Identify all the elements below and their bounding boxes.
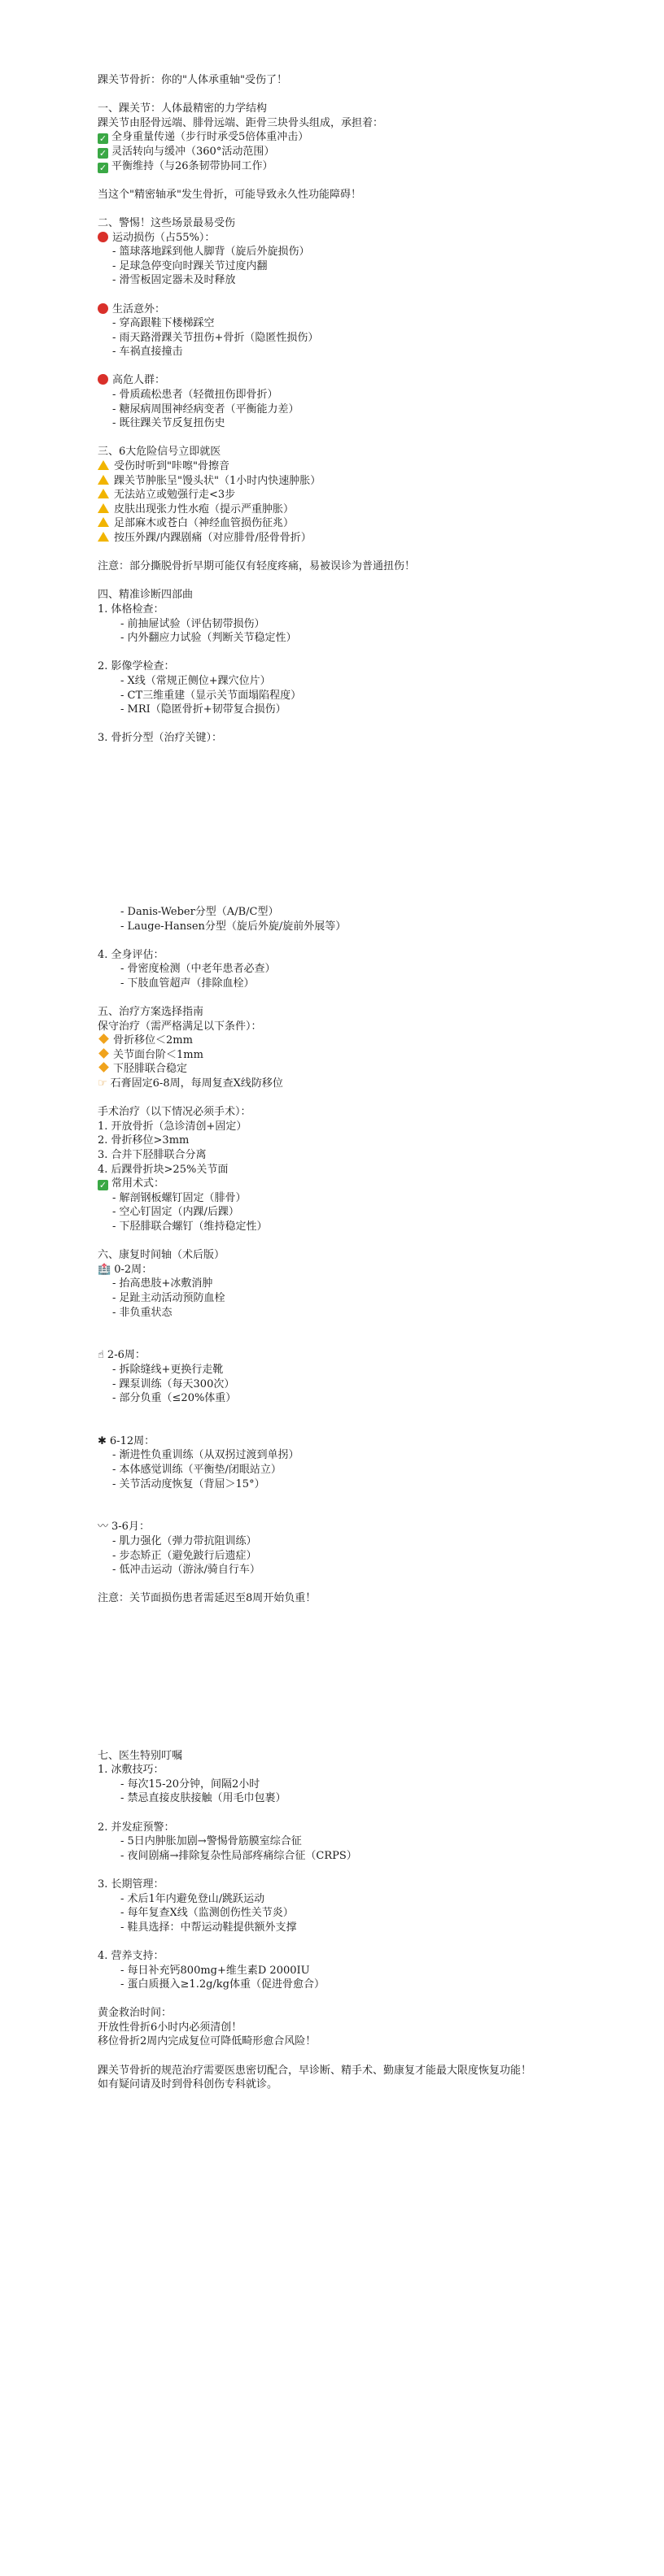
list-item: - 足趾主动活动预防血栓 xyxy=(112,1291,225,1304)
blank-space xyxy=(98,746,586,905)
list-item: - MRI（隐匿骨折+韧带复合损伤） xyxy=(120,703,286,716)
check-icon: ✓ xyxy=(98,133,107,145)
section-5-heading: 五、治疗方案选择指南 xyxy=(98,1006,204,1019)
section-1-heading: 一、踝关节：人体最精密的力学结构 xyxy=(98,102,268,115)
list-item: - 低冲击运动（游泳/骑自行车） xyxy=(112,1564,260,1577)
section-1-note: 当这个"精密轴承"发生骨折，可能导致永久性功能障碍！ xyxy=(98,188,361,201)
section-4-heading: 四、精准诊断四部曲 xyxy=(98,589,194,602)
technique-title: ✓ 常用术式： xyxy=(98,1177,165,1191)
step-title: 4. 全身评估： xyxy=(98,948,164,961)
list-item: - 空心钉固定（内踝/后踝） xyxy=(112,1206,239,1219)
step-title: 3. 骨折分型（治疗关键）： xyxy=(98,732,223,745)
list-item: - 骨密度检测（中老年患者必查） xyxy=(120,963,276,976)
list-item: - 肌力强化（弹力带抗阻训练） xyxy=(112,1535,257,1548)
surgery-title: 手术治疗（以下情况必须手术）： xyxy=(98,1106,251,1119)
list-item: - 骨质疏松患者（轻微扭伤即骨折） xyxy=(112,389,278,402)
hospital-icon: 🏥 xyxy=(98,1263,111,1276)
section-6-note: 注意：关节面损伤患者需延迟至8周开始负重！ xyxy=(98,1592,317,1605)
list-item: - 下胫腓联合螺钉（维持稳定性） xyxy=(112,1220,268,1233)
list-item: ✓ 全身重量传递（步行时承受5倍体重冲击） xyxy=(98,131,309,145)
list-item: 皮肤出现张力性水疱（提示严重肿胀） xyxy=(98,503,586,517)
list-item: - 关节活动度恢复（背屈＞15°） xyxy=(112,1477,265,1490)
section-3-heading: 三、6大危险信号立即就医 xyxy=(98,446,221,459)
section-7-heading: 七、医生特别叮嘱 xyxy=(98,1749,183,1762)
list-item: - 踝泵训练（每天300次） xyxy=(112,1377,235,1390)
list-item: 无法站立或勉强行走<3步 xyxy=(98,488,586,503)
list-item: - 车祸直接撞击 xyxy=(112,346,183,359)
golden-title: 黄金救治时间： xyxy=(98,2007,173,2020)
list-item: - 抬高患肢+冰敷消肿 xyxy=(112,1277,213,1290)
list-item: 按压外踝/内踝剧痛（对应腓骨/胫骨骨折） xyxy=(98,531,586,546)
list-item: - X线（常规正侧位+踝穴位片） xyxy=(120,674,271,687)
conservative-title: 保守治疗（需严格满足以下条件）： xyxy=(98,1020,262,1033)
list-item: - 既往踝关节反复扭伤史 xyxy=(112,417,225,430)
list-item: - 蛋白质摄入≥1.2g/kg体重（促进骨愈合） xyxy=(120,1978,325,1991)
list-item: ✓ 灵活转向与缓冲（360°活动范围） xyxy=(98,145,275,159)
tip-title: 1. 冰敷技巧： xyxy=(98,1764,164,1777)
list-item: - 前抽屉试验（评估韧带损伤） xyxy=(120,617,265,630)
runner-icon: ✱ xyxy=(98,1434,107,1447)
article-title: 踝关节骨折：你的"人体承重轴"受伤了！ xyxy=(98,74,287,86)
list-item: - 5日内肿胀加剧→警惕骨筋膜室综合征 xyxy=(120,1835,302,1848)
tip-title: 2. 并发症预警： xyxy=(98,1821,175,1834)
step-title: 1. 体格检查： xyxy=(98,603,164,616)
list-item: - 鞋具选择：中帮运动鞋提供额外支撑 xyxy=(120,1921,297,1934)
warning-icon xyxy=(98,460,109,470)
tip-title: 4. 营养支持： xyxy=(98,1949,164,1962)
section-1-intro: 踝关节由胫骨远端、腓骨远端、距骨三块骨头组成，承担着： xyxy=(98,116,384,129)
list-item: - 拆除缝线+更换行走靴 xyxy=(112,1363,224,1376)
group-title: 高危人群： xyxy=(98,373,586,388)
list-item: 下胫腓联合稳定 xyxy=(98,1062,586,1077)
article xyxy=(98,73,586,2092)
diamond-icon xyxy=(98,1033,109,1044)
phase-title: ☝ 2-6周： xyxy=(98,1349,146,1362)
closing-line: 踝关节骨折的规范治疗需要医患密切配合，早诊断、精手术、勤康复才能最大限度恢复功能！ xyxy=(98,2064,532,2077)
list-item: - 每次15-20分钟，间隔2小时 xyxy=(120,1778,260,1791)
swimmer-icon: 〰 xyxy=(98,1521,109,1534)
list-item: - 非负重状态 xyxy=(112,1306,173,1319)
warning-icon xyxy=(98,532,109,542)
warning-icon xyxy=(98,503,109,513)
list-item: 踝关节肿胀呈"馒头状"（1小时内快速肿胀） xyxy=(98,474,586,489)
group-title: 生活意外： xyxy=(98,302,586,317)
list-item: - 渐进性负重训练（从双拐过渡到单拐） xyxy=(112,1449,299,1462)
phase-title: ✱ 6-12周： xyxy=(98,1434,155,1447)
pointing-hand-icon: ☞ xyxy=(98,1077,107,1090)
list-item: 1. 开放骨折（急诊清创+固定） xyxy=(98,1120,247,1133)
list-item: - 步态矫正（避免跛行后遗症） xyxy=(112,1549,257,1562)
section-3-note: 注意：部分撕脱骨折早期可能仅有轻度疼痛，易被误诊为普通扭伤！ xyxy=(98,560,416,573)
tip-title: 3. 长期管理： xyxy=(98,1878,164,1891)
diamond-icon xyxy=(98,1063,109,1073)
list-item: - CT三维重建（显示关节面塌陷程度） xyxy=(120,689,302,702)
list-item: - 内外翻应力试验（判断关节稳定性） xyxy=(120,632,297,645)
warning-icon xyxy=(98,489,109,498)
list-item: - 本体感觉训练（平衡垫/闭眼站立） xyxy=(112,1464,282,1477)
check-icon: ✓ xyxy=(98,162,107,173)
list-item: - 穿高跟鞋下楼梯踩空 xyxy=(112,317,215,330)
group-title: 运动损伤（占55%）： xyxy=(98,231,586,246)
list-item: - 糖尿病周围神经病变者（平衡能力差） xyxy=(112,402,299,416)
check-icon: ✓ xyxy=(98,147,107,159)
list-item: 3. 合并下胫腓联合分离 xyxy=(98,1149,207,1161)
phase-title: 🏥 0-2周： xyxy=(98,1263,153,1276)
list-item: - Danis-Weber分型（A/B/C型） xyxy=(120,905,279,918)
red-circle-icon xyxy=(98,374,108,385)
list-item: - 禁忌直接皮肤接触（用毛巾包裹） xyxy=(120,1792,286,1805)
list-item: - 解剖钢板螺钉固定（腓骨） xyxy=(112,1191,247,1204)
diamond-icon xyxy=(98,1048,109,1059)
hand-icon: ☝ xyxy=(98,1349,104,1362)
check-icon: ✓ xyxy=(98,1180,107,1191)
list-item: 关节面台阶＜1mm xyxy=(98,1048,586,1063)
list-item: 足部麻木或苍白（神经血管损伤征兆） xyxy=(98,516,586,531)
list-item: 4. 后踝骨折块>25%关节面 xyxy=(98,1163,229,1176)
list-item: - 术后1年内避免登山/跳跃运动 xyxy=(120,1892,265,1905)
list-item: - 每年复查X线（监测创伤性关节炎） xyxy=(120,1907,294,1920)
list-item: 2. 骨折移位>3mm xyxy=(98,1134,190,1147)
list-item: - 雨天路滑踝关节扭伤+骨折（隐匿性损伤） xyxy=(112,331,319,344)
section-6-heading: 六、康复时间轴（术后版） xyxy=(98,1249,225,1262)
red-circle-icon xyxy=(98,232,108,242)
list-item: ☞ 石膏固定6-8周，每周复查X线防移位 xyxy=(98,1077,283,1090)
section-2-heading: 二、警惕！这些场景最易受伤 xyxy=(98,216,236,229)
list-item: 受伤时听到"咔嚓"骨擦音 xyxy=(98,459,586,474)
closing-line: 如有疑问请及时到骨科创伤专科就诊。 xyxy=(98,2078,278,2091)
warning-icon xyxy=(98,517,109,527)
golden-line: 开放性骨折6小时内必须清创！ xyxy=(98,2021,242,2034)
list-item: - 滑雪板固定器未及时释放 xyxy=(112,274,236,287)
list-item: ✓ 平衡维持（与26条韧带协同工作） xyxy=(98,159,273,173)
list-item: - 每日补充钙800mg+维生素D 2000IU xyxy=(120,1964,310,1977)
list-item: - 篮球落地踩到他人脚背（旋后外旋损伤） xyxy=(112,246,310,259)
list-item: - 足球急停变向时踝关节过度内翻 xyxy=(112,259,268,272)
blank-space xyxy=(98,1606,586,1734)
red-circle-icon xyxy=(98,303,108,314)
list-item: - 下肢血管超声（排除血栓） xyxy=(120,977,255,990)
list-item: - 部分负重（≤20%体重） xyxy=(112,1392,237,1405)
list-item: - 夜间剧痛→排除复杂性局部疼痛综合征（CRPS） xyxy=(120,1849,357,1862)
warning-icon xyxy=(98,475,109,485)
list-item: - Lauge-Hansen分型（旋后外旋/旋前外展等） xyxy=(120,920,347,933)
step-title: 2. 影像学检查： xyxy=(98,660,175,673)
golden-line: 移位骨折2周内完成复位可降低畸形愈合风险！ xyxy=(98,2035,317,2048)
phase-title: 〰 3-6月： xyxy=(98,1521,150,1534)
list-item: 骨折移位＜2mm xyxy=(98,1033,586,1048)
